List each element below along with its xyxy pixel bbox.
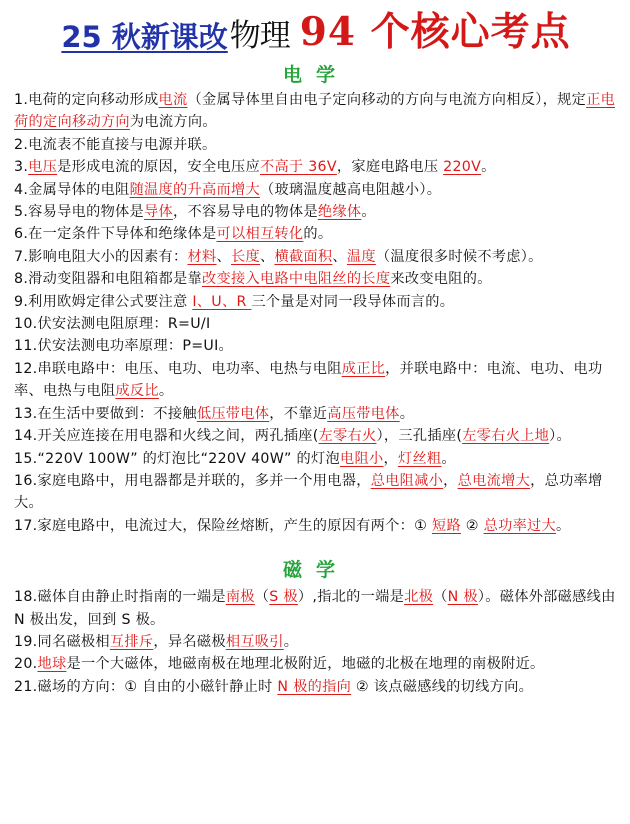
key-term: 地球	[37, 656, 67, 673]
item-text: 。	[481, 159, 496, 176]
list-item	[14, 313, 618, 335]
list-item	[14, 179, 618, 201]
key-term: 改变接入电路中电阻丝的长度	[202, 271, 391, 288]
key-term: 220V	[443, 159, 482, 176]
item-text: ）。	[549, 428, 572, 445]
item-text: ，不靠近	[269, 405, 328, 422]
key-term: 高压带电体	[327, 405, 400, 422]
list-item	[14, 425, 618, 447]
item-text: 12.串联电路中：电压、电功、电功率、电热与电阻	[14, 360, 342, 377]
list-item	[14, 223, 618, 245]
item-text: 10.伏安法测电阻原理：R=U/I	[14, 316, 211, 333]
item-text: 。	[399, 405, 415, 422]
item-text: 3.	[14, 159, 29, 176]
key-term: 电压	[28, 159, 58, 176]
list-item	[14, 335, 618, 357]
item-text: ，	[443, 472, 458, 489]
key-term: 随温度的升高而增大	[129, 181, 260, 198]
section-heading-magnetism: 磁学	[282, 559, 349, 582]
key-term: 不高于 36V	[259, 159, 337, 176]
item-text: ，	[383, 450, 398, 467]
section-electricity-list	[14, 89, 618, 537]
key-term: 温度	[346, 248, 376, 265]
title-grade: 25 秋新课改	[61, 20, 228, 54]
list-item	[14, 358, 618, 403]
item-text: 、	[332, 248, 347, 265]
item-text: （玻璃温度越高电阻越小）。	[259, 181, 442, 198]
item-text: 1.电荷的定向移动形成	[14, 92, 159, 108]
item-text: ），三孔插座(	[376, 428, 463, 445]
item-text: ，总功率增大。	[14, 472, 603, 512]
item-text: 6.在一定条件下导体和绝缘体是	[14, 226, 217, 243]
list-item	[14, 653, 618, 675]
key-term: 材料	[187, 248, 217, 265]
list-item	[14, 470, 618, 515]
key-term: 相互吸引	[225, 633, 284, 650]
key-term: 互排斥	[109, 633, 154, 650]
page-title	[14, 0, 618, 55]
list-item	[14, 201, 618, 223]
key-term: 横截面积	[274, 248, 333, 265]
key-term: 电阻小	[339, 450, 384, 467]
key-term: 电流	[158, 92, 188, 108]
list-item	[14, 246, 618, 268]
key-term: 左零右火上地	[462, 428, 550, 445]
list-item	[14, 134, 618, 156]
list-item	[14, 631, 618, 653]
item-text: 5.容易导电的物体是	[14, 204, 145, 221]
section-magnetism-list	[14, 586, 618, 698]
item-text: 15.“220V 100W” 的灯泡比“220V 40W” 的灯泡	[14, 450, 340, 467]
item-text: 是一个大磁体，地磁南极在地理北极附近，地磁的北极在地理的南极附近。	[66, 656, 545, 673]
item-text: ②	[460, 517, 484, 534]
item-text: 7.影响电阻大小的因素有：	[14, 248, 188, 265]
item-text: 2.电流表不能直接与电源并联。	[14, 136, 217, 153]
item-text: 19.同名磁极相	[14, 633, 110, 650]
item-text: 14.开关应连接在用电器和火线之间，两孔插座(	[14, 428, 319, 445]
key-term: 总电阻减小	[370, 472, 444, 489]
key-term: 正电荷的定向移动方向	[14, 92, 616, 131]
item-text: 来改变电阻的。	[390, 271, 492, 288]
key-term: 长度	[230, 248, 260, 265]
item-text: （金属导体里自由电子定向移动的方向与电流方向相反），规定	[187, 92, 587, 108]
item-text: ，家庭电路电压	[336, 159, 444, 176]
item-text: 、	[216, 248, 231, 265]
key-term: 左零右火	[318, 428, 377, 445]
item-text: ）。磁体外部磁感线由 N 极出发，回到 S 极。	[14, 589, 616, 628]
key-term: S 极	[269, 589, 298, 606]
key-term: 短路	[431, 517, 461, 534]
list-item	[14, 515, 618, 537]
item-text: 。	[441, 450, 456, 467]
item-text: ，异名磁极	[153, 633, 226, 650]
item-text: （	[433, 589, 448, 606]
item-text: 4.金属导体的电阻	[14, 181, 130, 198]
key-term: 灯丝粗	[397, 450, 442, 467]
item-text: 21.磁场的方向：① 自由的小磁针静止时	[14, 678, 278, 695]
item-text: 17.家庭电路中，电流过大，保险丝熔断，产生的原因有两个：①	[14, 517, 432, 534]
key-term: 低压带电体	[196, 405, 270, 422]
item-text: ）,指北的一端是	[297, 589, 405, 606]
item-text: 9.利用欧姆定律公式要注意	[14, 293, 193, 310]
key-term: 成正比	[341, 360, 386, 377]
list-item	[14, 156, 618, 178]
key-term: N 极的指向	[277, 678, 352, 695]
item-text: （	[254, 589, 270, 606]
list-item	[14, 448, 618, 470]
item-text: 18.磁体自由静止时指南的一端是	[14, 589, 226, 606]
item-text: 11.伏安法测电功率原理：P=UI。	[14, 338, 234, 355]
item-text: 8.滑动变阻器和电阻箱都是靠	[14, 271, 202, 288]
key-term: 导体	[144, 204, 174, 221]
list-item	[14, 291, 618, 313]
item-text: （温度很多时候不考虑）。	[375, 248, 543, 265]
title-topic: 94 个核心考点	[299, 9, 571, 55]
key-term: 总电流增大	[457, 472, 531, 489]
key-term: I、U、R	[192, 293, 252, 310]
list-item	[14, 403, 618, 425]
item-text: 为电流方向。	[129, 114, 217, 131]
list-item	[14, 268, 618, 290]
key-term: 总功率过大	[483, 517, 557, 534]
item-text: ，并联电路中：电流、电功、电功率、电热与电阻	[14, 360, 603, 400]
key-term: 北极	[404, 589, 434, 606]
item-text: 16.家庭电路中，用电器都是并联的，多并一个用电器，	[14, 472, 371, 489]
item-text: 的。	[303, 226, 333, 243]
list-item	[14, 586, 618, 631]
item-text: 。	[283, 633, 299, 650]
list-item	[14, 89, 618, 134]
item-text: 20.	[14, 656, 38, 673]
key-term: 绝缘体	[317, 204, 362, 221]
item-text: 。	[361, 204, 376, 221]
list-item	[14, 676, 618, 698]
key-term: 成反比	[115, 383, 159, 400]
key-term: 南极	[225, 589, 255, 606]
item-text: 。	[158, 383, 174, 400]
item-text: ② 该点磁感线的切线方向。	[351, 678, 534, 695]
item-text: 。	[556, 517, 571, 534]
item-text: 三个量是对同一段导体而言的。	[251, 293, 455, 310]
item-text: 、	[259, 248, 275, 265]
item-text: 是形成电流的原因，安全电压应	[57, 159, 260, 176]
item-text: 13.在生活中要做到：不接触	[14, 405, 197, 422]
section-heading-electricity: 电学	[282, 64, 349, 86]
key-term: N 极	[447, 589, 478, 606]
item-text: ，不容易导电的物体是	[173, 204, 318, 221]
title-subject: 物理	[229, 18, 290, 54]
key-term: 可以相互转化	[216, 226, 304, 243]
